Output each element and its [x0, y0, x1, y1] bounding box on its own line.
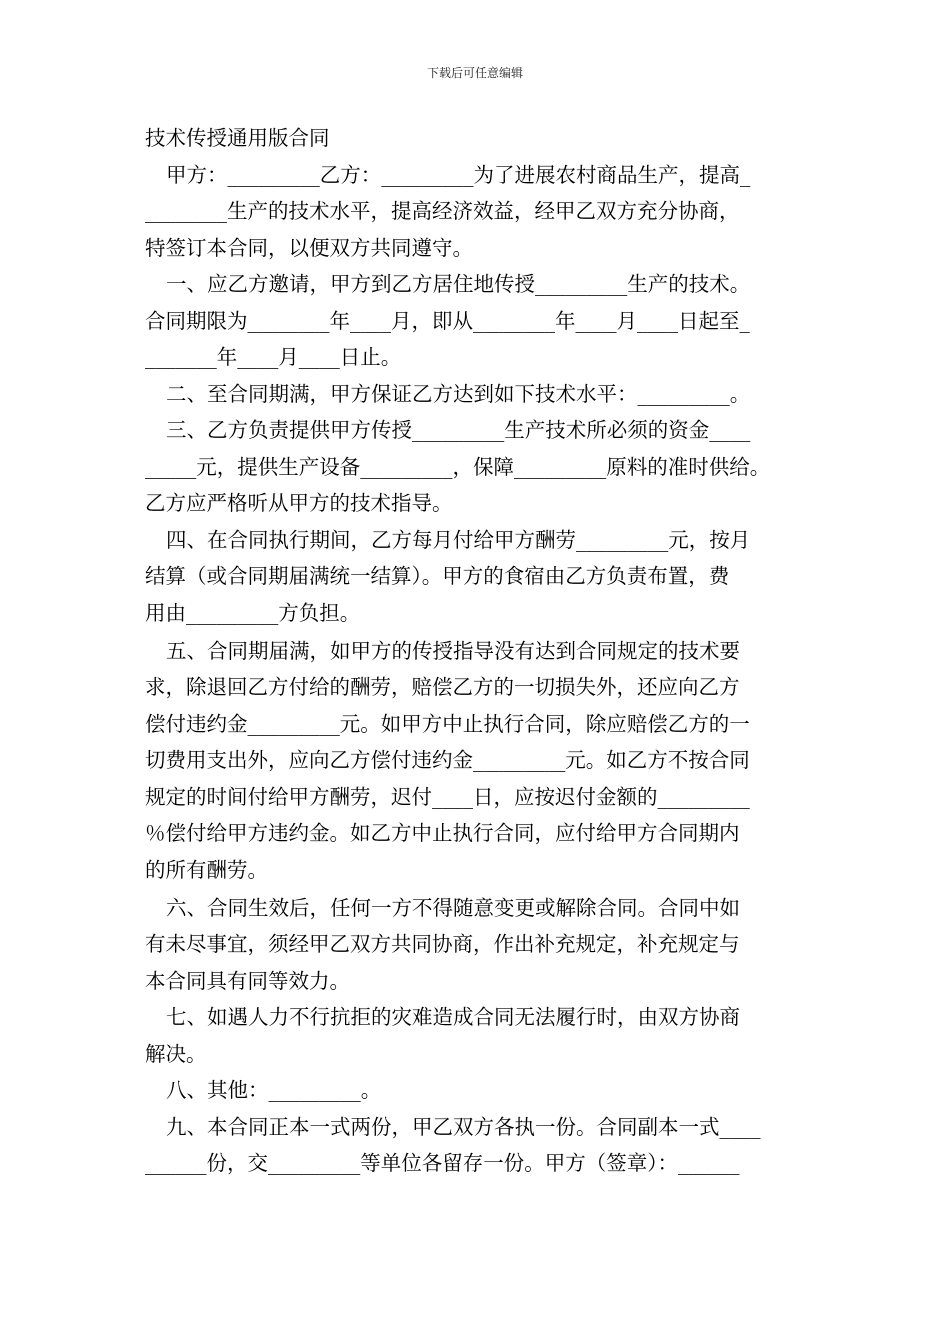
text-line: ________生产的技术水平，提高经济效益，经甲乙双方充分协商，: [145, 199, 740, 223]
text-line: 甲方：_________乙方：_________为了进展农村商品生产，提高_: [166, 162, 751, 187]
text-line: 二、至合同期满，甲方保证乙方达到如下技术水平：_________。: [166, 381, 751, 406]
text-line: 合同期限为________年____月，即从________年____月____日起至_: [145, 308, 750, 333]
text-line: 六、合同生效后，任何一方不得随意变更或解除合同。合同中如: [166, 895, 740, 920]
text-line: 八、其他：_________。: [166, 1078, 382, 1102]
text-line: 九、本合同正本一式两份，甲乙双方各执一份。合同副本一式____: [166, 1114, 761, 1139]
text-line: 切费用支出外，应向乙方偿付违约金_________元。如乙方不按合同: [145, 748, 750, 772]
contract-title: 技术传授通用版合同: [145, 126, 330, 150]
text-line: 四、在合同执行期间，乙方每月付给甲方酬劳_________元，按月: [166, 527, 751, 552]
text-line: 三、乙方负责提供甲方传授_________生产技术所必须的资金____: [166, 418, 751, 442]
text-line: 规定的时间付给甲方酬劳，迟付____日，应按迟付金额的_________: [145, 784, 750, 809]
text-line: 本合同具有同等效力。: [145, 968, 350, 993]
text-line: 七、如遇人力不行抗拒的灾难造成合同无法履行时，由双方协商: [166, 1005, 740, 1029]
text-line: _____元，提供生产设备_________，保障_________原料的准时供给。: [145, 454, 771, 479]
text-line: 的所有酬劳。: [145, 857, 268, 882]
text-line: _______年____月____日止。: [145, 345, 402, 369]
text-line: 五、合同期届满，如甲方的传授指导没有达到合同规定的技术要: [166, 638, 740, 663]
text-line: 用由_________方负担。: [145, 600, 361, 625]
text-line: 偿付违约金_________元。如甲方中止执行合同，除应赔偿乙方的一: [145, 711, 750, 736]
text-line: 有未尽事宜，须经甲乙双方共同协商，作出补充规定，补充规定与: [145, 932, 740, 956]
text-line: 求，除退回乙方付给的酬劳，赔偿乙方的一切损失外，还应向乙方: [145, 675, 740, 699]
text-line: 一、应乙方邀请，甲方到乙方居住地传授_________生产的技术。: [166, 272, 751, 296]
page-header-note: 下载后可任意编辑: [426, 66, 523, 80]
contract-body: [145, 120, 810, 1182]
text-line: 特签订本合同，以便双方共同遵守。: [145, 235, 473, 260]
text-line: ______份，交_________等单位各留存一份。甲方（签章）：______: [145, 1151, 740, 1175]
text-line: 结算（或合同期届满统一结算）。甲方的食宿由乙方负责布置，费: [145, 564, 730, 588]
text-line: 乙方应严格听从甲方的技术指导。: [145, 491, 453, 515]
text-line: 解决。: [145, 1041, 207, 1066]
text-line: ％偿付给甲方违约金。如乙方中止执行合同，应付给甲方合同期内: [145, 821, 740, 845]
